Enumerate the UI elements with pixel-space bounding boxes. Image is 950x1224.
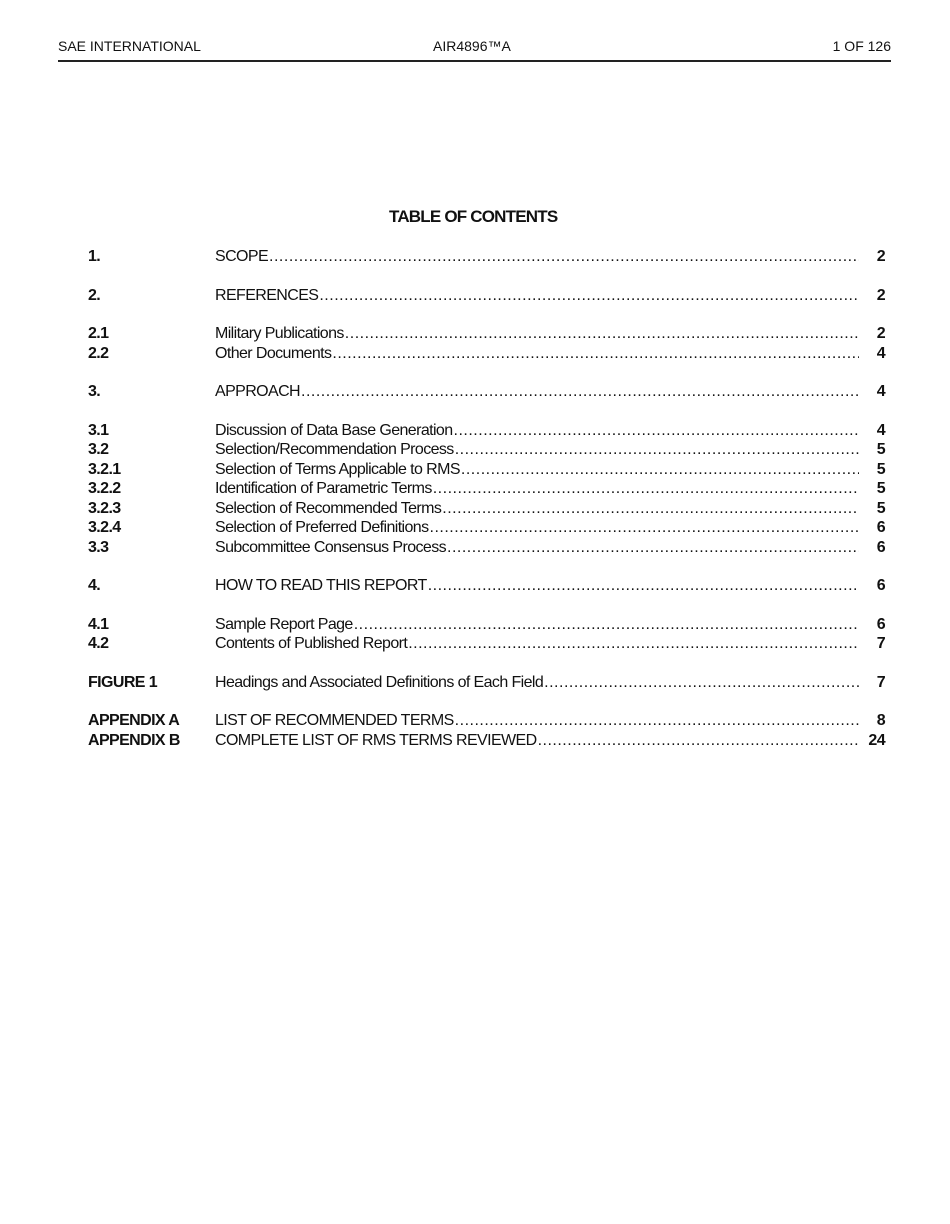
toc-entry-page: 2 <box>876 286 885 304</box>
toc-entry-page: 2 <box>876 248 885 265</box>
toc-entry-title: Identification of Parametric Terms <box>215 480 432 497</box>
toc-entry-number: 1. <box>88 248 101 265</box>
toc-entry-number: 4.2 <box>88 635 109 652</box>
toc-entry-title: Selection/Recommendation Process <box>215 441 454 458</box>
toc-entry-page: 7 <box>876 673 885 691</box>
toc-dot-leader <box>433 479 859 499</box>
toc-entry-title: Selection of Terms Applicable to RMS <box>215 460 460 478</box>
toc-dot-leader <box>408 634 859 654</box>
toc-entry-number: 3. <box>88 383 101 400</box>
toc-dot-leader <box>319 286 859 306</box>
toc-entry[interactable] <box>88 247 885 267</box>
toc-dot-leader <box>544 673 859 693</box>
header-document-id: AIR4896™A <box>433 38 511 54</box>
toc-entry-page: 5 <box>876 480 885 497</box>
toc-entry-line <box>215 421 859 441</box>
toc-entry-title: Subcommittee Consensus Process <box>215 538 447 556</box>
toc-entry-number: 3.1 <box>88 421 109 439</box>
toc-entry[interactable] <box>88 518 885 538</box>
toc-entry-line <box>215 460 859 480</box>
toc-entry[interactable] <box>88 538 885 558</box>
toc-entry-number: APPENDIX B <box>88 731 180 749</box>
toc-entry-page: 6 <box>876 538 885 556</box>
toc-entry-page: 5 <box>876 460 885 478</box>
toc-entry-number: 4.1 <box>88 615 109 633</box>
toc-entry[interactable] <box>88 382 885 402</box>
toc-entry-line <box>215 518 859 538</box>
toc-entry-number: 3.2.1 <box>88 460 121 478</box>
toc-entry[interactable] <box>88 440 885 460</box>
toc-entry-page: 24 <box>868 731 885 749</box>
toc-entry-title: HOW TO READ THIS REPORT <box>215 577 427 594</box>
toc-entry-page: 2 <box>876 325 885 342</box>
toc-entry[interactable] <box>88 634 885 654</box>
toc-entry-line <box>215 479 859 499</box>
toc-entry-number: 2.1 <box>88 325 109 342</box>
toc-entry-title: APPROACH <box>215 383 300 400</box>
toc-entry-page: 8 <box>876 712 885 729</box>
toc-entry[interactable] <box>88 499 885 519</box>
toc-group <box>88 673 885 693</box>
toc-group <box>88 576 885 596</box>
toc-entry-number: 3.2.3 <box>88 499 121 517</box>
toc-entry-title: Selection of Preferred Definitions <box>215 519 429 536</box>
toc-entry[interactable] <box>88 479 885 499</box>
toc-entry[interactable] <box>88 324 885 344</box>
toc-entry-title: REFERENCES <box>215 286 319 304</box>
toc-title: TABLE OF CONTENTS <box>389 207 558 226</box>
toc-entry[interactable] <box>88 344 885 364</box>
toc-group <box>88 247 885 267</box>
toc-entry-number: 4. <box>88 577 101 594</box>
toc-entry-line <box>215 499 859 519</box>
table-of-contents <box>88 247 885 769</box>
toc-entry-page: 6 <box>876 577 885 594</box>
toc-entry[interactable] <box>88 421 885 441</box>
toc-entry-title: Discussion of Data Base Generation <box>215 421 453 439</box>
toc-entry-line <box>215 286 859 306</box>
toc-group <box>88 286 885 306</box>
toc-entry-title: Contents of Published Report <box>215 635 408 652</box>
toc-entry-line <box>215 634 859 654</box>
toc-group <box>88 615 885 654</box>
toc-entry-line <box>215 344 859 364</box>
toc-entry[interactable] <box>88 731 885 751</box>
toc-entry-page: 6 <box>876 615 885 633</box>
toc-entry-number: 3.3 <box>88 538 109 556</box>
toc-dot-leader <box>454 421 859 441</box>
toc-entry-title: LIST OF RECOMMENDED TERMS <box>215 712 454 729</box>
toc-entry-line <box>215 673 859 693</box>
toc-dot-leader <box>538 731 859 751</box>
toc-entry-number: 3.2.2 <box>88 480 121 497</box>
toc-entry[interactable] <box>88 711 885 731</box>
toc-entry[interactable] <box>88 576 885 596</box>
page-header <box>58 38 891 62</box>
toc-entry-line <box>215 382 859 402</box>
toc-entry-page: 4 <box>876 421 885 439</box>
toc-entry-line <box>215 576 859 596</box>
toc-entry-line <box>215 615 859 635</box>
toc-entry-page: 4 <box>876 344 885 362</box>
toc-dot-leader <box>455 440 859 460</box>
toc-entry-page: 5 <box>876 499 885 517</box>
toc-dot-leader <box>461 460 859 480</box>
toc-entry-line <box>215 324 859 344</box>
toc-dot-leader <box>455 711 859 731</box>
header-organization: SAE INTERNATIONAL <box>58 38 201 54</box>
toc-entry-number: 3.2.4 <box>88 519 121 536</box>
toc-entry-line <box>215 711 859 731</box>
toc-entry-page: 6 <box>876 519 885 536</box>
toc-entry-title: SCOPE <box>215 248 269 265</box>
toc-dot-leader <box>269 247 859 267</box>
toc-entry-title: COMPLETE LIST OF RMS TERMS REVIEWED <box>215 731 537 749</box>
toc-entry-title: Headings and Associated Definitions of Each Field <box>215 673 544 691</box>
header-page-count: 1 OF 126 <box>832 38 891 54</box>
toc-entry-number: FIGURE 1 <box>88 673 157 691</box>
toc-entry-page: 5 <box>876 441 885 458</box>
toc-dot-leader <box>442 499 859 519</box>
toc-dot-leader <box>430 518 860 538</box>
toc-entry-number: 3.2 <box>88 441 109 458</box>
toc-dot-leader <box>447 538 859 558</box>
toc-dot-leader <box>332 344 859 364</box>
toc-entry-number: 2.2 <box>88 344 109 362</box>
toc-group <box>88 324 885 363</box>
toc-entry-line <box>215 440 859 460</box>
toc-dot-leader <box>354 615 859 635</box>
toc-dot-leader <box>428 576 859 596</box>
toc-entry-page: 4 <box>876 383 885 400</box>
toc-entry[interactable] <box>88 673 885 693</box>
toc-entry[interactable] <box>88 615 885 635</box>
toc-group <box>88 421 885 558</box>
toc-entry-number: APPENDIX A <box>88 712 180 729</box>
toc-group <box>88 711 885 750</box>
toc-entry-title: Sample Report Page <box>215 615 353 633</box>
toc-entry-title: Selection of Recommended Terms <box>215 499 442 517</box>
toc-entry-title: Other Documents <box>215 344 332 362</box>
toc-dot-leader <box>345 324 859 344</box>
toc-entry-line <box>215 538 859 558</box>
toc-entry[interactable] <box>88 460 885 480</box>
toc-entry-title: Military Publications <box>215 325 344 342</box>
toc-group <box>88 382 885 402</box>
toc-entry[interactable] <box>88 286 885 306</box>
toc-entry-number: 2. <box>88 286 101 304</box>
toc-entry-line <box>215 731 859 751</box>
toc-dot-leader <box>301 382 859 402</box>
toc-entry-line <box>215 247 859 267</box>
toc-entry-page: 7 <box>876 635 885 652</box>
